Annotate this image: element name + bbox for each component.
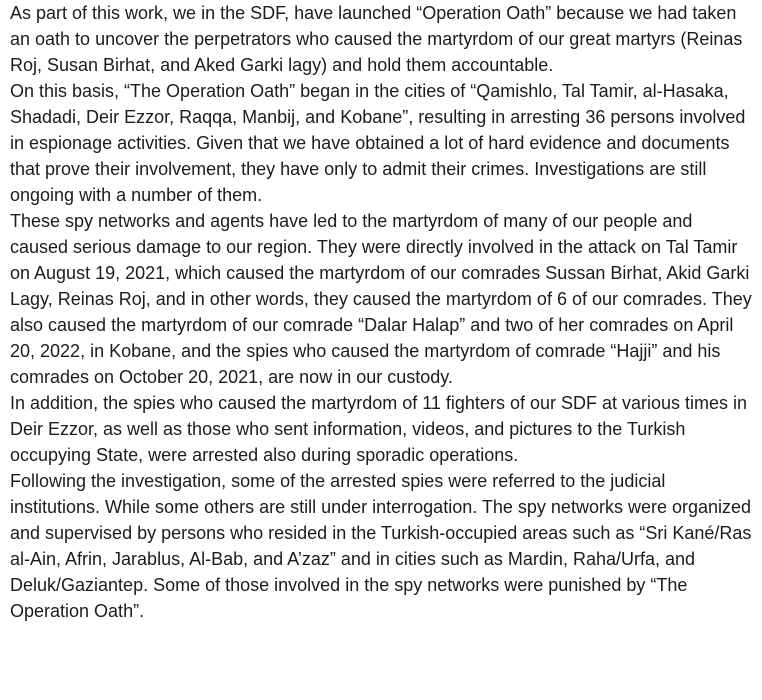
paragraph-operation-oath-intro: As part of this work, we in the SDF, have launched “Operation Oath” because we had taken an oath to uncover the perpetrators who caused the martyrdom of our great martyrs (Reinas Roj, Susan Birhat, and Aked Garki lagy) and hold them accountable.: [10, 3, 743, 75]
paragraph-investigation-results: Following the investigation, some of the arrested spies were referred to the judicial institutions. While some others are still under interrogation. The spy networks were organized and supervised by persons who resided in the Turkish-occupied areas such as “Sri Kané/Ras al-Ain, Afrin, Jarablus, Al-Bab, and A’zaz” and in cities such as Mardin, Raha/Urfa, and Deluk/Gaziantep. Some of those involved in the spy networks were punished by “The Operation Oath”.: [10, 471, 752, 621]
paragraph-operation-cities: On this basis, “The Operation Oath” began in the cities of “Qamishlo, Tal Tamir, al-Hasaka, Shadadi, Deir Ezzor, Raqqa, Manbij, and Kobane”, resulting in arresting 36 persons involved in espionage activities. Given that we have obtained a lot of hard evidence and documents that prove their involvement, they have only to admit their crimes. Investigations are still ongoing with a number of them.: [10, 81, 746, 205]
paragraph-spy-networks-attacks: These spy networks and agents have led to the martyrdom of many of our people and caused serious damage to our region. They were directly involved in the attack on Tal Tamir on August 19, 2021, which caused the martyrdom of our comrades Sussan Birhat, Akid Garki Lagy, Reinas Roj, and in other words, they caused the martyrdom of 6 of our comrades. They also caused the martyrdom of our comrade “Dalar Halap” and two of her comrades on April 20, 2022, in Kobane, and the spies who caused the martyrdom of comrade “Hajji” and his comrades on October 20, 2021, are now in our custody.: [10, 211, 752, 387]
paragraph-deir-ezzor-arrests: In addition, the spies who caused the martyrdom of 11 fighters of our SDF at various times in Deir Ezzor, as well as those who sent information, videos, and pictures to the Turkish occupying State, were arrested also during sporadic operations.: [10, 393, 748, 465]
